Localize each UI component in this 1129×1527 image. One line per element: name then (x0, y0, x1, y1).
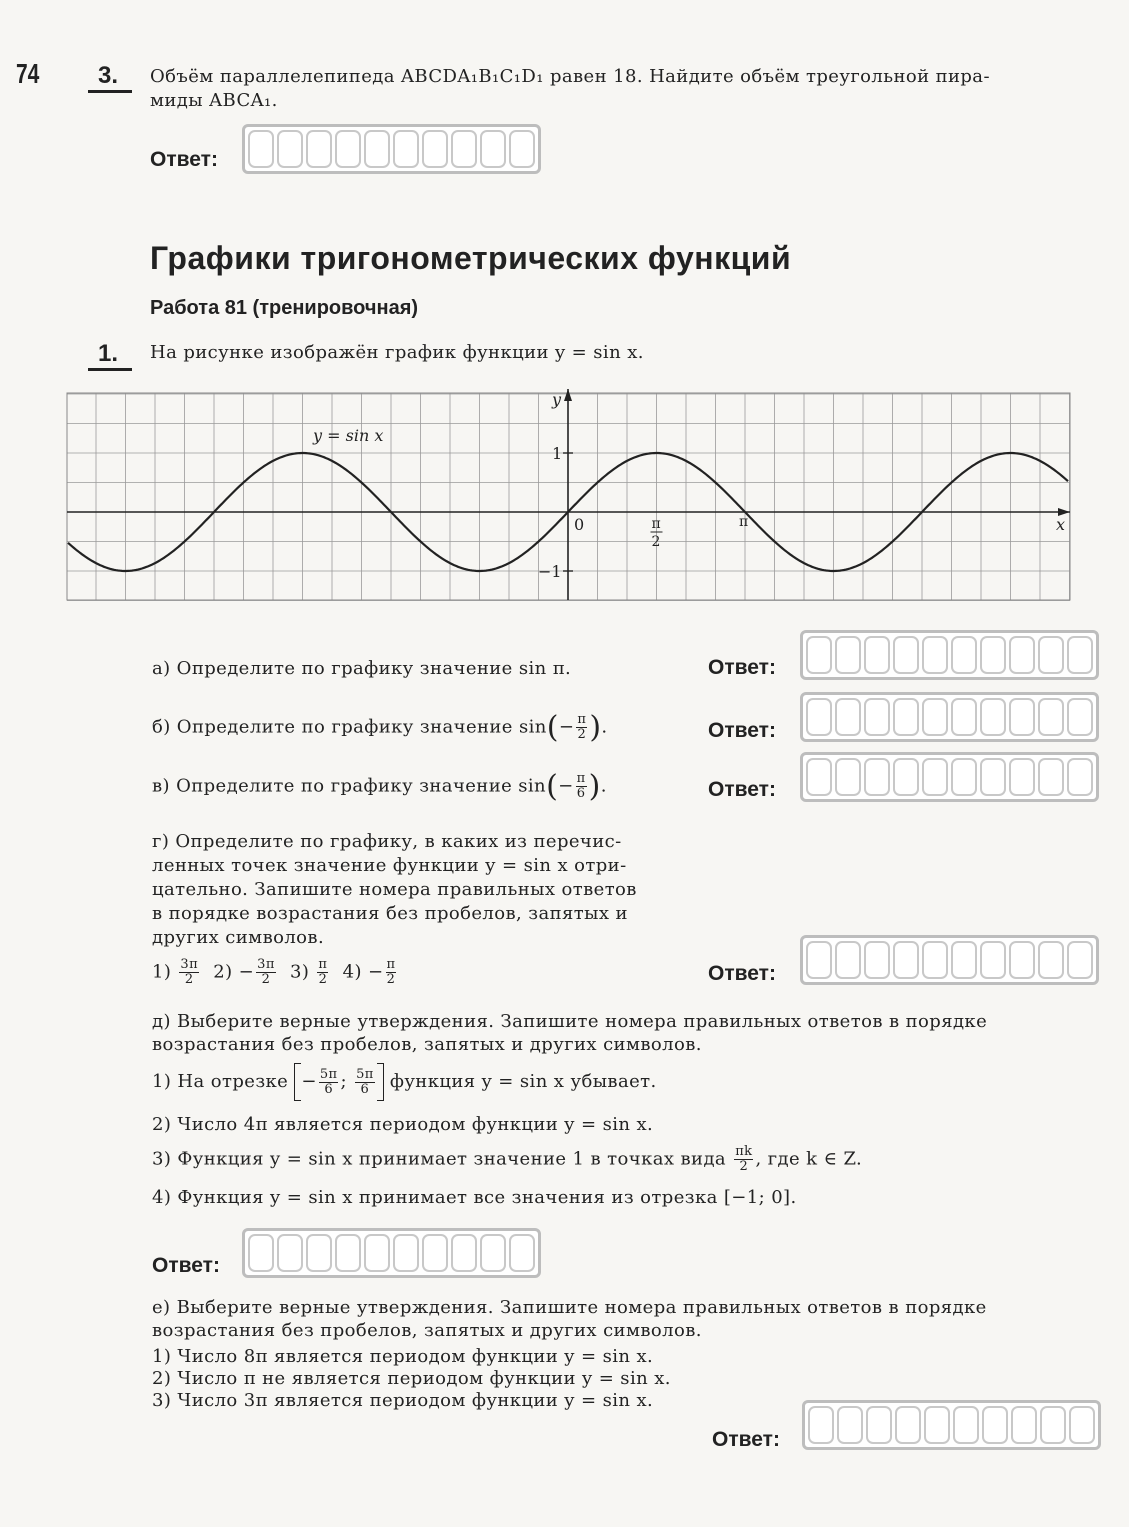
task-3-answer-boxes[interactable] (242, 124, 541, 174)
answer-v-boxes[interactable] (800, 752, 1099, 802)
answer-d-label: Ответ: (152, 1254, 220, 1277)
question-b: б) Определите по графику значение sin(− $\frac{\pi}{2}$ ). (152, 710, 608, 745)
question-g-line: цательно. Запишите номера правильных ответов (152, 879, 637, 900)
task-3-answer-label: Ответ: (150, 148, 218, 171)
y-tick-label-1: −1 (538, 562, 562, 581)
page-number: 74 (16, 58, 40, 89)
task-1-number: 1. (98, 340, 119, 367)
y-axis-arrow (564, 389, 572, 401)
d-item-4: 4) Функция y = sin x принимает все значения из отрезка [−1; 0]. (152, 1187, 797, 1208)
x-axis-label: x (1056, 515, 1066, 534)
d-item-1-pre: 1) На отрезке (152, 1071, 289, 1092)
task-3-number: 3. (98, 62, 119, 89)
question-e-line: возрастания без пробелов, запятых и других символов. (152, 1320, 702, 1341)
answer-a-boxes[interactable] (800, 630, 1099, 680)
task-3-line-1: Объём параллелепипеда ABCDA₁B₁C₁D₁ равен 18. Найдите объём треугольной пира- (150, 66, 990, 87)
question-g-line: ленных точек значение функции y = sin x отри- (152, 855, 627, 876)
x-tick-label-0: 0 (574, 515, 585, 534)
question-g (152, 830, 637, 950)
graph-labels (312, 390, 1065, 581)
answer-e-label: Ответ: (712, 1428, 780, 1451)
e-item: 2) Число π не является периодом функции y = sin x. (152, 1368, 671, 1389)
question-g-options: 1) $\frac{3\pi}{2}$ 2) − $\frac{3\pi}{2}$ 3) $\frac{\pi}{2}$ 4) − $\frac{\pi}{2}$ (152, 957, 396, 987)
question-e-line: е) Выберите верные утверждения. Запишите номера правильных ответов в порядке (152, 1297, 987, 1318)
answer-b-boxes[interactable] (800, 692, 1099, 742)
question-e (152, 1296, 987, 1342)
sine-graph (60, 385, 1080, 610)
answer-d-boxes[interactable] (242, 1228, 541, 1278)
d-item-1-post: функция y = sin x убывает. (389, 1071, 657, 1092)
question-b-text: б) Определите по графику значение sin (152, 716, 547, 738)
section-title: Графики тригонометрических функций (150, 240, 792, 276)
task-3-line-2: миды ABCA₁. (150, 90, 278, 111)
question-a: а) Определите по графику значение sin π. (152, 658, 572, 679)
question-v-text: в) Определите по графику значение sin (152, 775, 547, 797)
d-item-2: 2) Число 4π является периодом функции y = sin x. (152, 1114, 654, 1135)
answer-v-label: Ответ: (708, 778, 776, 801)
question-v: в) Определите по графику значение sin(− $\frac{\pi}{6}$ ). (152, 769, 607, 804)
d-item-3: 3) Функция y = sin x принимает значение 1 в точках вида $\frac{\pi k}{2}$ , где k ∈ Z. (152, 1144, 863, 1174)
answer-e-boxes[interactable] (802, 1400, 1101, 1450)
question-d-line: д) Выберите верные утверждения. Запишите номера правильных ответов в порядке (152, 1011, 988, 1032)
axes (67, 389, 1070, 600)
e-item: 1) Число 8π является периодом функции y = sin x. (152, 1346, 654, 1367)
question-d-line: возрастания без пробелов, запятых и других символов. (152, 1034, 702, 1055)
d-item-1: 1) На отрезке − $\frac{5\pi}{6}$ ; $\frac{5\pi}{6}$ функция y = sin x убывает. (152, 1063, 657, 1101)
y-tick-label-0: 1 (552, 444, 563, 463)
x-tick-label-pi2-num: π (651, 516, 661, 532)
question-g-line: в порядке возрастания без пробелов, запятых и (152, 903, 628, 924)
question-g-line: г) Определите по графику, в каких из перечис- (152, 831, 622, 852)
x-tick-label-pi2-den: 2 (651, 534, 661, 550)
answer-a-label: Ответ: (708, 656, 776, 679)
x-tick-label-pi: π (739, 514, 749, 530)
answer-b-label: Ответ: (708, 719, 776, 742)
task-1-intro: На рисунке изображён график функции y = sin x. (150, 342, 644, 363)
d-item-3-pre: 3) Функция y = sin x принимает значение 1 в точках вида (152, 1148, 727, 1170)
question-g-line: других символов. (152, 927, 325, 948)
d-item-3-post: , где k ∈ Z. (755, 1148, 863, 1170)
e-item: 3) Число 3π является периодом функции y = sin x. (152, 1390, 654, 1411)
e-items (152, 1346, 671, 1412)
question-d (152, 1010, 987, 1056)
y-axis-label: y (552, 390, 562, 409)
answer-g-label: Ответ: (708, 962, 776, 985)
curve-label: y = sin x (313, 426, 384, 445)
section-subtitle: Работа 81 (тренировочная) (150, 297, 419, 319)
answer-g-boxes[interactable] (800, 935, 1099, 985)
